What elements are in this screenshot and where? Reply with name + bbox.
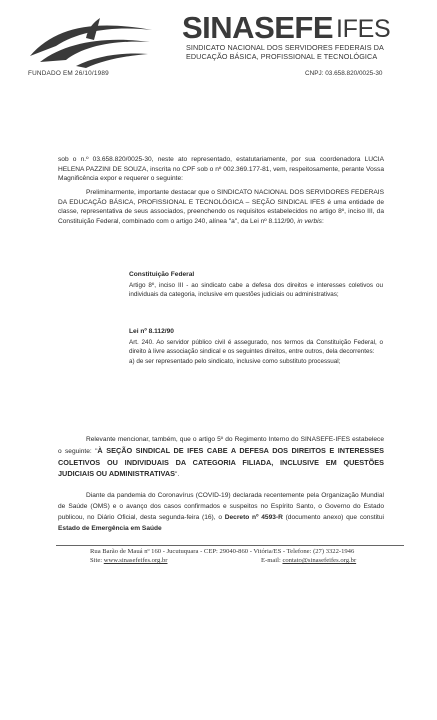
brand-suffix: IFES <box>336 15 391 43</box>
quote-constitution-title: Constituição Federal <box>129 271 195 278</box>
email-label: E-mail: <box>261 557 283 564</box>
quote-law <box>129 327 383 366</box>
sinasefe-logo-icon <box>26 16 156 68</box>
quote-law-text-2: a) de ser representado pelo sindicato, inclusive como substituto processual; <box>129 357 341 365</box>
tagline-line-2: EDUCAÇÃO BÁSICA, PROFISSIONAL E TECNOLÓGICA <box>186 51 378 61</box>
in-verbis: in verbis <box>297 218 322 226</box>
paragraph-regiment-end: ". <box>175 471 180 479</box>
paragraph-regiment <box>58 435 384 481</box>
emergency-state: Estado de Emergência em Saúde <box>58 525 162 532</box>
paragraph-pandemic-mid: (documento anexo) que constitui <box>282 514 385 521</box>
paragraph-pandemic <box>58 490 384 534</box>
site-link[interactable]: www.sinasefeifes.org.br <box>103 557 168 564</box>
quote-law-text-1: Art. 240. Ao servidor público civil é assegurado, nos termos da Constituição Federal, o direito à livre associação sindical e os seguintes direitos, entre outros, dela decorrentes: <box>129 338 383 356</box>
site-label: Site: <box>90 557 104 564</box>
email-block <box>261 557 356 564</box>
footer-address: Rua Barão de Mauá nº 160 - Jucutuquara - CEP: 29040-860 - Vitória/ES - Telefone: (27) 3322-1946 <box>90 548 355 555</box>
quote-constitution-text: Artigo 8º, inciso III - ao sindicato cabe a defesa dos direitos e interesses coletivos ou individuais da categoria, inclusive em questões judiciais ou administrativas; <box>129 281 383 299</box>
quote-law-title: Lei nº 8.112/90 <box>129 328 174 335</box>
paragraph-pandemic-text: Diante da pandemia do Coronavírus (COVID-19) declarada recentemente pela Organização Mundial de Saúde (OMS) e o avanço dos casos confirmados e suspeitos no Espírito Santo, o Governo do Estado publicou, no Diário Oficial, desta segunda-feira (16), o <box>58 492 384 521</box>
founded-date: FUNDADO EM 26/10/1989 <box>28 70 109 77</box>
paragraph-preliminary <box>58 188 384 227</box>
brand-name: SINASEFE <box>182 10 334 45</box>
paragraph-regiment-bold: À SEÇÃO SINDICAL DE IFES CABE A DEFESA DOS DIREITOS E INTERESSES COLETIVOS OU INDIVIDUAIS DA CATEGORIA FILIADA, INCLUSIVE EM QUESTÕES JUDICIAIS OU ADMINISTRATIVAS <box>58 445 384 479</box>
brand-tagline <box>186 44 384 61</box>
footer-divider <box>56 545 404 546</box>
paragraph-regiment-text: Relevante mencionar, também, que o artigo 5º do Regimento Interno do SINASEFE-IFES estabelece o seguinte: " <box>58 436 384 455</box>
decree-number: Decreto nº 4593-R <box>224 514 283 521</box>
paragraph-preliminary-end: : <box>321 218 324 226</box>
tagline-line-1: SINDICATO NACIONAL DOS SERVIDORES FEDERAIS DA <box>186 43 384 52</box>
cnpj: CNPJ: 03.658.820/0025-30 <box>305 70 383 77</box>
paragraph-intro: sob o n.º 03.658.820/0025-30, neste ato representado, estatutariamente, por sua coordenadora LUCIA HELENA PAZZINI DE SOUZA, inscrita no CPF sob o nº 002.369.177-81, vem, respeitosamente, perante Vossa Magnificência expor e requerer o seguinte: <box>58 156 384 183</box>
paragraph-preliminary-text: Preliminarmente, importante destacar que o SINDICATO NACIONAL DOS SERVIDORES FEDERAIS DA EDUCAÇÃO BÁSICA, PROFISSIONAL E TECNOLÓGICA – SEÇÃO SINDICAL IFES é uma entidade de classe, representativa de seus associados, preenchendo os requisitos estabelecidos no artigo 8º, inciso III, da Constituição Federal, combinado com o artigo 240, alínea "a", da Lei nº 8.112/90, <box>58 189 384 226</box>
email-link[interactable]: contato@sinasefeifes.org.br <box>282 557 357 564</box>
quote-constitution <box>129 270 383 300</box>
footer-contact <box>90 557 375 564</box>
